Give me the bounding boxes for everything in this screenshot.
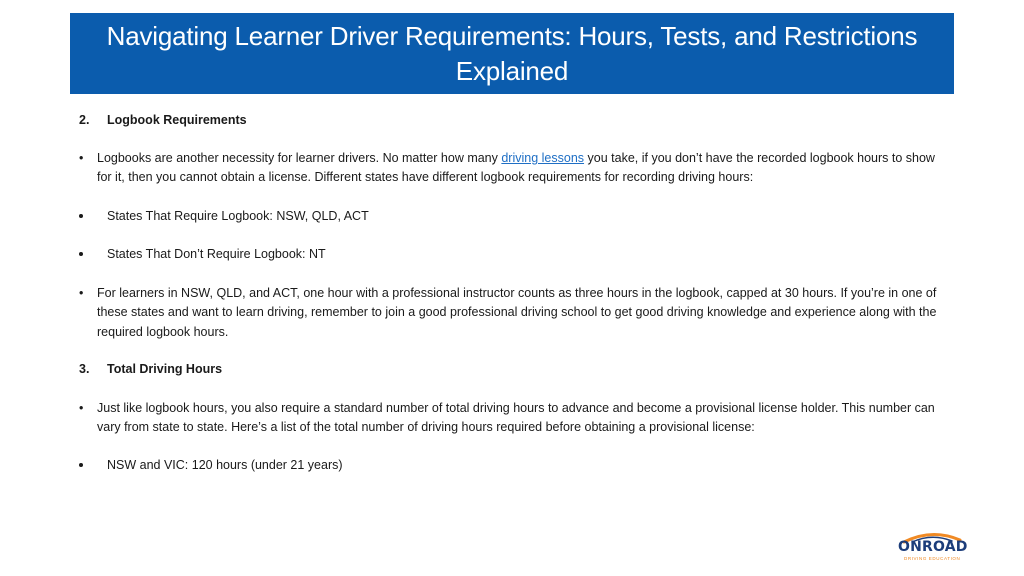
paragraph-segment: Logbooks are another necessity for learner drivers. No matter how many [97,151,502,165]
list-item-text: States That Require Logbook: NSW, QLD, ACT [107,209,369,223]
bullet-marker: • [79,286,84,300]
driving-lessons-link[interactable]: driving lessons [501,151,585,165]
paragraph-segment: you take, if you don’t have the recorded logbook hours to show for it, then you cannot obtain a license. Different states have different logbook requirements for recording driving hours: [97,151,935,185]
list-item-text: States That Don’t Require Logbook: NT [107,247,326,261]
onroad-logo [894,530,974,566]
paragraph-text: For learners in NSW, QLD, and ACT, one hour with a professional instructor counts as three hours in the logbook, capped at 30 hours. If you’re in one of these states and want to learn driving, remember to join a good professional driving school to get good driving knowledge and experience along with the required logbook hours. [97,286,937,339]
logo-tagline: DRIVING EDUCATION [904,556,961,561]
section-number: 3. [79,362,90,376]
list-item-text: NSW and VIC: 120 hours (under 21 years) [107,458,343,472]
page-title: Navigating Learner Driver Requirements: Hours, Tests, and Restrictions Explained [106,20,918,86]
bullet-marker: • [79,401,84,415]
paragraph-text [97,149,947,188]
paragraph-text: Just like logbook hours, you also require a standard number of total driving hours to advance and become a provisional license holder. This number can vary from state to state. Here’s a list of the total number of driving hours required before obtaining a provisional license: [97,401,935,435]
section-heading: Total Driving Hours [107,362,223,376]
bullet-dot [79,214,83,218]
bullet-dot [79,463,83,467]
bullet-dot [79,252,83,256]
section-heading: Logbook Requirements [107,113,247,127]
section-number: 2. [79,113,90,127]
bullet-marker: • [79,151,84,165]
logo-wordmark: ONROAD [898,539,968,555]
